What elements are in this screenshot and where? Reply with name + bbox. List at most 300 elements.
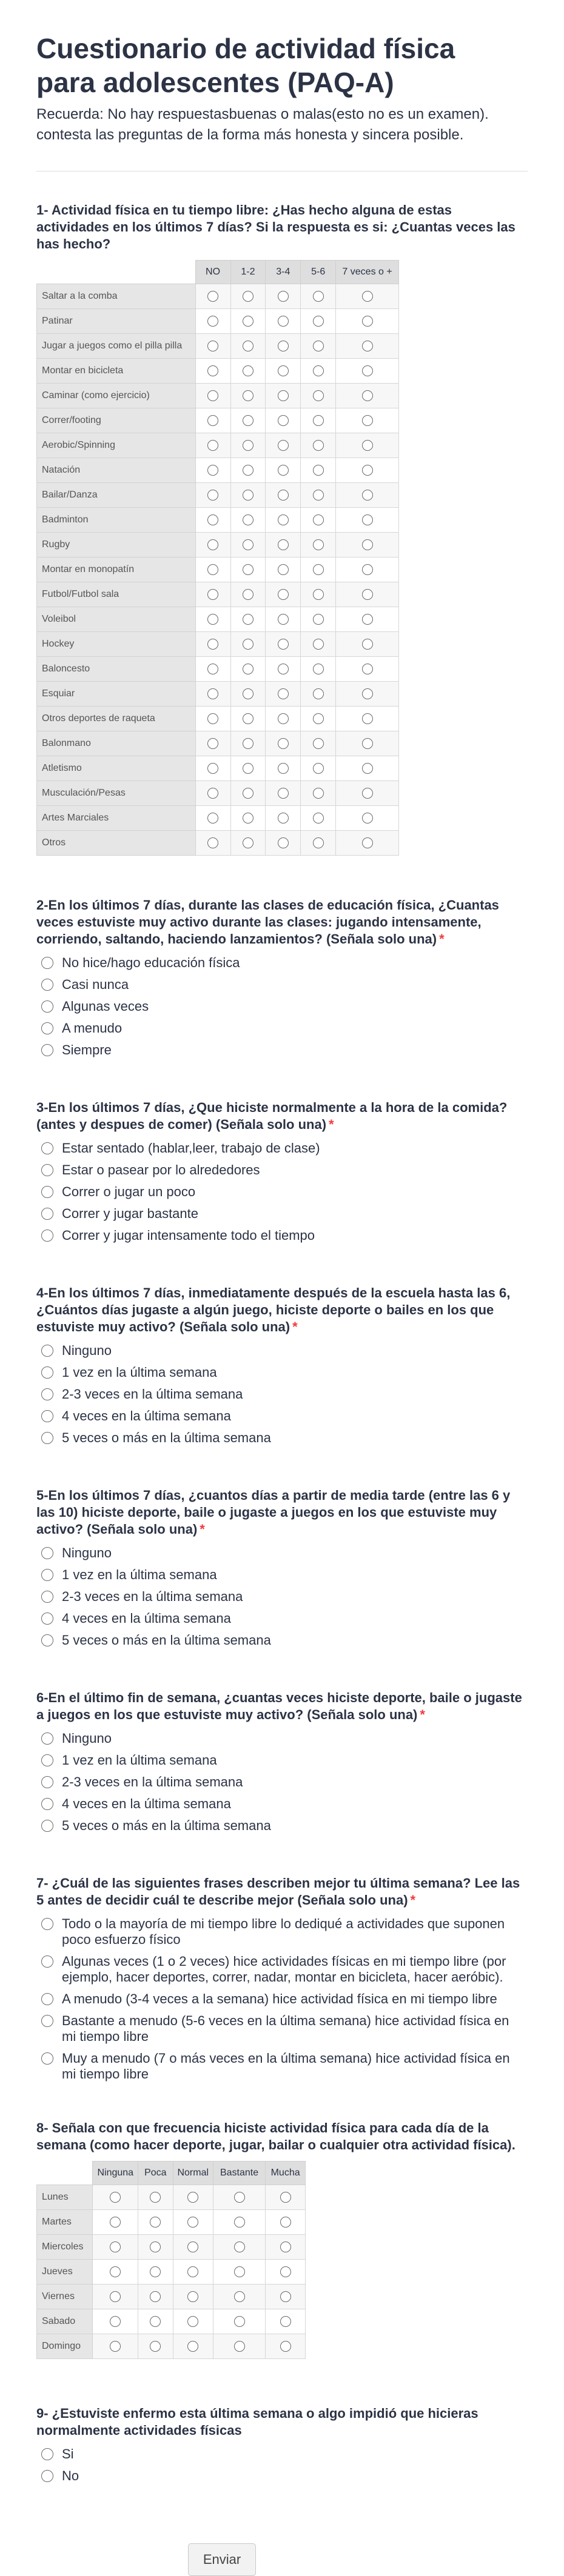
radio-button[interactable] xyxy=(187,2266,198,2277)
radio-button[interactable] xyxy=(41,979,53,991)
radio-button[interactable] xyxy=(41,1142,53,1154)
radio-button[interactable] xyxy=(313,514,324,525)
radio-button[interactable] xyxy=(362,390,373,401)
radio-button[interactable] xyxy=(313,614,324,625)
radio-button[interactable] xyxy=(280,2316,291,2327)
radio-option[interactable] xyxy=(36,955,522,971)
radio-button[interactable] xyxy=(243,813,253,824)
matrix-cell xyxy=(93,2309,138,2334)
radio-button[interactable] xyxy=(313,713,324,724)
matrix-cell xyxy=(266,433,301,458)
radio-button[interactable] xyxy=(234,2192,245,2203)
radio-button[interactable] xyxy=(150,2291,161,2302)
radio-button[interactable] xyxy=(207,564,218,575)
radio-option[interactable] xyxy=(36,1545,522,1561)
radio-button[interactable] xyxy=(313,589,324,600)
radio-button[interactable] xyxy=(110,2242,121,2252)
matrix-cell xyxy=(213,2210,265,2235)
matrix-cell xyxy=(195,334,230,359)
radio-button[interactable] xyxy=(278,564,289,575)
radio-button[interactable] xyxy=(207,788,218,799)
radio-option-label: Correr y jugar bastante xyxy=(62,1206,198,1221)
radio-button[interactable] xyxy=(278,763,289,774)
radio-button[interactable] xyxy=(278,390,289,401)
radio-button[interactable] xyxy=(362,589,373,600)
matrix-cell xyxy=(336,334,399,359)
radio-button[interactable] xyxy=(313,813,324,824)
radio-button[interactable] xyxy=(278,514,289,525)
radio-button[interactable] xyxy=(243,713,253,724)
radio-button[interactable] xyxy=(41,2015,53,2027)
question-9-label: 9- ¿Estuviste enfermo esta última semana o algo impidió que hicieras normalmente actividades físicas xyxy=(36,2406,478,2438)
radio-button[interactable] xyxy=(207,738,218,749)
radio-button[interactable] xyxy=(41,1208,53,1220)
radio-button[interactable] xyxy=(150,2242,161,2252)
required-asterisk: * xyxy=(420,1707,425,1722)
radio-button[interactable] xyxy=(150,2266,161,2277)
radio-option-label: 1 vez en la última semana xyxy=(62,1567,217,1582)
radio-button[interactable] xyxy=(278,539,289,550)
radio-button[interactable] xyxy=(150,2341,161,2352)
radio-button[interactable] xyxy=(313,788,324,799)
required-asterisk: * xyxy=(329,1117,334,1132)
radio-button[interactable] xyxy=(362,415,373,426)
question-4-label xyxy=(36,1285,528,1336)
radio-option[interactable] xyxy=(36,1365,522,1380)
radio-button[interactable] xyxy=(41,1164,53,1176)
radio-button[interactable] xyxy=(278,788,289,799)
radio-button[interactable] xyxy=(362,316,373,327)
matrix-row-sabado xyxy=(37,2309,306,2334)
radio-button[interactable] xyxy=(207,688,218,699)
matrix-cell xyxy=(301,309,336,334)
matrix-cell xyxy=(230,632,266,657)
radio-option[interactable] xyxy=(36,1343,522,1359)
radio-button[interactable] xyxy=(187,2242,198,2252)
radio-button[interactable] xyxy=(207,440,218,451)
matrix-row-label: Martes xyxy=(37,2210,93,2235)
radio-button[interactable] xyxy=(150,2316,161,2327)
radio-button[interactable] xyxy=(187,2192,198,2203)
radio-button[interactable] xyxy=(278,688,289,699)
radio-button[interactable] xyxy=(234,2341,245,2352)
radio-button[interactable] xyxy=(207,639,218,650)
radio-button[interactable] xyxy=(362,514,373,525)
question-4-text: 4-En los últimos 7 días, inmediatamente después de la escuela hasta las 6, ¿Cuántos días jugaste a algún juego, hiciste deporte o bailes en los que estuviste muy activo? (Señala solo una) xyxy=(36,1285,511,1334)
radio-option[interactable] xyxy=(36,1991,522,2007)
radio-button[interactable] xyxy=(243,639,253,650)
radio-button[interactable] xyxy=(278,589,289,600)
radio-button[interactable] xyxy=(243,664,253,674)
radio-button[interactable] xyxy=(362,788,373,799)
radio-button[interactable] xyxy=(41,1776,53,1788)
radio-button[interactable] xyxy=(243,688,253,699)
radio-button[interactable] xyxy=(41,957,53,969)
radio-button[interactable] xyxy=(41,2470,53,2482)
radio-button[interactable] xyxy=(243,440,253,451)
radio-option[interactable] xyxy=(36,1162,522,1178)
radio-button[interactable] xyxy=(313,440,324,451)
matrix-column-header: 7 veces o + xyxy=(336,261,399,284)
radio-button[interactable] xyxy=(207,490,218,501)
radio-button[interactable] xyxy=(150,2192,161,2203)
matrix-row-natacion xyxy=(37,458,399,483)
radio-button[interactable] xyxy=(41,1798,53,1810)
radio-button[interactable] xyxy=(187,2341,198,2352)
radio-button[interactable] xyxy=(243,788,253,799)
radio-option-label: Casi nunca xyxy=(62,977,129,992)
radio-option-label: Correr y jugar intensamente todo el tiempo xyxy=(62,1228,315,1243)
matrix-cell xyxy=(336,657,399,682)
radio-button[interactable] xyxy=(313,291,324,302)
radio-button[interactable] xyxy=(362,614,373,625)
radio-button[interactable] xyxy=(41,1547,53,1559)
radio-button[interactable] xyxy=(243,415,253,426)
radio-button[interactable] xyxy=(313,688,324,699)
radio-option-label: No hice/hago educación física xyxy=(62,955,240,970)
matrix-cell xyxy=(301,433,336,458)
question-5-options xyxy=(36,1545,552,1648)
matrix-cell xyxy=(266,731,301,756)
radio-option[interactable] xyxy=(36,1140,522,1156)
radio-button[interactable] xyxy=(313,539,324,550)
radio-button[interactable] xyxy=(278,316,289,327)
radio-button[interactable] xyxy=(234,2291,245,2302)
matrix-cell xyxy=(230,557,266,582)
matrix-cell xyxy=(195,731,230,756)
radio-button[interactable] xyxy=(278,365,289,376)
matrix-row-label: Correr/footing xyxy=(37,408,196,433)
radio-button[interactable] xyxy=(41,1186,53,1198)
radio-button[interactable] xyxy=(243,738,253,749)
matrix-cell xyxy=(266,607,301,632)
radio-button[interactable] xyxy=(243,291,253,302)
radio-option-label: 2-3 veces en la última semana xyxy=(62,1386,243,1402)
matrix-column-header: 5-6 xyxy=(301,261,336,284)
matrix-row-otros-deportes-de-raqueta xyxy=(37,707,399,731)
matrix-column-header: Mucha xyxy=(266,2162,306,2185)
radio-button[interactable] xyxy=(187,2291,198,2302)
radio-button[interactable] xyxy=(280,2242,291,2252)
radio-button[interactable] xyxy=(362,365,373,376)
radio-button[interactable] xyxy=(243,837,253,848)
radio-option[interactable] xyxy=(36,1567,522,1583)
matrix-cell xyxy=(195,533,230,557)
radio-button[interactable] xyxy=(313,465,324,476)
radio-button[interactable] xyxy=(207,465,218,476)
radio-button[interactable] xyxy=(41,2052,53,2065)
radio-button[interactable] xyxy=(313,341,324,351)
radio-button[interactable] xyxy=(278,415,289,426)
radio-button[interactable] xyxy=(362,813,373,824)
matrix-cell xyxy=(138,2260,173,2285)
radio-button[interactable] xyxy=(313,365,324,376)
radio-option[interactable] xyxy=(36,1206,522,1222)
radio-option[interactable] xyxy=(36,1408,522,1424)
matrix-cell xyxy=(230,756,266,781)
radio-button[interactable] xyxy=(243,514,253,525)
question-3-text: 3-En los últimos 7 días, ¿Que hiciste normalmente a la hora de la comida? (antes y despues de comer) (Señala solo una) xyxy=(36,1100,508,1132)
radio-button[interactable] xyxy=(110,2192,121,2203)
radio-button[interactable] xyxy=(313,738,324,749)
radio-button[interactable] xyxy=(362,539,373,550)
radio-option[interactable] xyxy=(36,1954,522,1985)
radio-button[interactable] xyxy=(243,564,253,575)
radio-button[interactable] xyxy=(41,1569,53,1581)
matrix-cell xyxy=(195,483,230,508)
radio-button[interactable] xyxy=(243,341,253,351)
matrix-row-label: Sabado xyxy=(37,2309,93,2334)
radio-button[interactable] xyxy=(313,564,324,575)
radio-button[interactable] xyxy=(41,1366,53,1379)
radio-button[interactable] xyxy=(278,713,289,724)
radio-button[interactable] xyxy=(243,763,253,774)
radio-button[interactable] xyxy=(278,837,289,848)
radio-option[interactable] xyxy=(36,1916,522,1948)
radio-option[interactable] xyxy=(36,1042,522,1058)
radio-option[interactable] xyxy=(36,999,522,1014)
matrix-row-otros xyxy=(37,831,399,856)
radio-option[interactable] xyxy=(36,977,522,993)
form-subtitle: Recuerda: No hay respuestasbuenas o malas(esto no es un examen). contesta las preguntas de la forma más honesta y sincera posible. xyxy=(36,106,489,143)
radio-button[interactable] xyxy=(234,2242,245,2252)
matrix-cell xyxy=(266,831,301,856)
radio-button[interactable] xyxy=(110,2291,121,2302)
radio-button[interactable] xyxy=(362,763,373,774)
matrix-cell xyxy=(301,334,336,359)
radio-button[interactable] xyxy=(234,2217,245,2228)
radio-button[interactable] xyxy=(234,2266,245,2277)
radio-button[interactable] xyxy=(278,614,289,625)
radio-button[interactable] xyxy=(41,1955,53,1968)
radio-option[interactable] xyxy=(36,1611,522,1626)
radio-button[interactable] xyxy=(313,390,324,401)
radio-button[interactable] xyxy=(41,1591,53,1603)
matrix-cell xyxy=(336,384,399,408)
radio-button[interactable] xyxy=(110,2316,121,2327)
matrix-cell xyxy=(336,582,399,607)
radio-button[interactable] xyxy=(41,2448,53,2460)
matrix-cell xyxy=(301,781,336,806)
matrix-row-aerobic-spinning xyxy=(37,433,399,458)
submit-button[interactable]: Enviar xyxy=(188,2543,256,2576)
matrix-cell xyxy=(266,756,301,781)
radio-button[interactable] xyxy=(362,341,373,351)
matrix-cell xyxy=(266,483,301,508)
matrix-cell xyxy=(230,508,266,533)
radio-button[interactable] xyxy=(313,639,324,650)
radio-button[interactable] xyxy=(278,440,289,451)
radio-option[interactable] xyxy=(36,1228,522,1243)
radio-button[interactable] xyxy=(207,837,218,848)
radio-option[interactable] xyxy=(36,2468,522,2484)
radio-button[interactable] xyxy=(41,1388,53,1400)
radio-button[interactable] xyxy=(207,763,218,774)
radio-button[interactable] xyxy=(207,365,218,376)
radio-option-label: Ninguno xyxy=(62,1731,112,1746)
matrix-row-rugby xyxy=(37,533,399,557)
radio-button[interactable] xyxy=(362,639,373,650)
radio-button[interactable] xyxy=(362,490,373,501)
radio-option-label: Algunas veces xyxy=(62,999,149,1014)
radio-button[interactable] xyxy=(110,2266,121,2277)
radio-button[interactable] xyxy=(313,837,324,848)
radio-option[interactable] xyxy=(36,1731,522,1746)
matrix-cell xyxy=(173,2235,213,2260)
radio-button[interactable] xyxy=(278,639,289,650)
question-8-label: 8- Señala con que frecuencia hiciste actividad física para cada día de la semana (como hacer deporte, jugar, bailar o cualquier otra actividad física). xyxy=(36,2120,515,2152)
radio-button[interactable] xyxy=(243,614,253,625)
radio-button[interactable] xyxy=(41,1000,53,1013)
form xyxy=(36,0,552,2576)
radio-button[interactable] xyxy=(362,440,373,451)
radio-option[interactable] xyxy=(36,1774,522,1790)
radio-button[interactable] xyxy=(362,837,373,848)
matrix-row-saltar-a-la-comba xyxy=(37,284,399,309)
radio-button[interactable] xyxy=(207,539,218,550)
radio-button[interactable] xyxy=(243,589,253,600)
radio-button[interactable] xyxy=(243,490,253,501)
radio-button[interactable] xyxy=(362,688,373,699)
radio-button[interactable] xyxy=(362,713,373,724)
radio-button[interactable] xyxy=(313,415,324,426)
radio-button[interactable] xyxy=(243,316,253,327)
radio-button[interactable] xyxy=(110,2217,121,2228)
radio-button[interactable] xyxy=(207,291,218,302)
required-asterisk: * xyxy=(292,1319,298,1334)
matrix-cell xyxy=(266,309,301,334)
radio-button[interactable] xyxy=(41,1820,53,1832)
question-4-options xyxy=(36,1343,552,1446)
matrix-cell xyxy=(336,483,399,508)
radio-button[interactable] xyxy=(187,2217,198,2228)
radio-button[interactable] xyxy=(278,664,289,674)
matrix-row-voleibol xyxy=(37,607,399,632)
radio-button[interactable] xyxy=(280,2266,291,2277)
radio-button[interactable] xyxy=(41,1022,53,1034)
matrix-cell xyxy=(301,707,336,731)
matrix-cell xyxy=(301,731,336,756)
radio-button[interactable] xyxy=(362,738,373,749)
radio-button[interactable] xyxy=(243,465,253,476)
radio-button[interactable] xyxy=(278,490,289,501)
radio-option[interactable] xyxy=(36,2013,522,2045)
matrix-cell xyxy=(266,2285,306,2309)
matrix-row-label: Jugar a juegos como el pilla pilla xyxy=(37,334,196,359)
radio-option[interactable] xyxy=(36,1752,522,1768)
radio-option[interactable] xyxy=(36,1818,522,1834)
radio-button[interactable] xyxy=(150,2217,161,2228)
matrix-column-header: Poca xyxy=(138,2162,173,2185)
radio-button[interactable] xyxy=(280,2341,291,2352)
radio-button[interactable] xyxy=(187,2316,198,2327)
radio-button[interactable] xyxy=(362,664,373,674)
radio-button[interactable] xyxy=(41,1410,53,1422)
radio-button[interactable] xyxy=(278,291,289,302)
radio-button[interactable] xyxy=(41,1754,53,1766)
matrix-cell xyxy=(336,831,399,856)
radio-option[interactable] xyxy=(36,1430,522,1446)
radio-button[interactable] xyxy=(280,2217,291,2228)
question-7-text: 7- ¿Cuál de las siguientes frases describen mejor tu última semana? Lee las 5 antes de decidir cuál te describe mejor (Señala solo una) xyxy=(36,1875,520,1908)
matrix-cell xyxy=(336,284,399,309)
radio-button[interactable] xyxy=(243,365,253,376)
radio-option[interactable] xyxy=(36,1632,522,1648)
matrix-cell xyxy=(195,359,230,384)
radio-button[interactable] xyxy=(278,341,289,351)
radio-button[interactable] xyxy=(243,390,253,401)
radio-button[interactable] xyxy=(41,1432,53,1444)
radio-option[interactable] xyxy=(36,1020,522,1036)
radio-button[interactable] xyxy=(41,1993,53,2005)
radio-button[interactable] xyxy=(362,465,373,476)
radio-option[interactable] xyxy=(36,1386,522,1402)
radio-option[interactable] xyxy=(36,1796,522,1812)
radio-button[interactable] xyxy=(278,813,289,824)
radio-button[interactable] xyxy=(313,664,324,674)
radio-option[interactable] xyxy=(36,2051,522,2082)
radio-button[interactable] xyxy=(207,813,218,824)
radio-button[interactable] xyxy=(234,2316,245,2327)
matrix-row-hockey xyxy=(37,632,399,657)
radio-button[interactable] xyxy=(207,514,218,525)
matrix-row-label: Jueves xyxy=(37,2260,93,2285)
matrix-row-label: Otros xyxy=(37,831,196,856)
radio-button[interactable] xyxy=(313,763,324,774)
radio-option-label: Ninguno xyxy=(62,1343,112,1358)
radio-button[interactable] xyxy=(41,1732,53,1745)
radio-button[interactable] xyxy=(41,1345,53,1357)
radio-option[interactable] xyxy=(36,2446,522,2462)
radio-button[interactable] xyxy=(280,2192,291,2203)
matrix-cell xyxy=(266,682,301,707)
radio-option-label: Siempre xyxy=(62,1042,112,1057)
radio-button[interactable] xyxy=(207,390,218,401)
radio-button[interactable] xyxy=(41,1918,53,1930)
radio-button[interactable] xyxy=(41,1230,53,1242)
radio-button[interactable] xyxy=(41,1612,53,1625)
radio-button[interactable] xyxy=(207,316,218,327)
radio-button[interactable] xyxy=(110,2341,121,2352)
matrix-row-artes-marciales xyxy=(37,806,399,831)
radio-option[interactable] xyxy=(36,1589,522,1605)
radio-button[interactable] xyxy=(243,539,253,550)
radio-button[interactable] xyxy=(207,713,218,724)
radio-button[interactable] xyxy=(41,1634,53,1646)
radio-button[interactable] xyxy=(278,738,289,749)
radio-button[interactable] xyxy=(207,589,218,600)
radio-button[interactable] xyxy=(362,291,373,302)
radio-button[interactable] xyxy=(362,564,373,575)
matrix-cell xyxy=(195,433,230,458)
matrix-cell xyxy=(336,806,399,831)
radio-button[interactable] xyxy=(207,614,218,625)
radio-button[interactable] xyxy=(280,2291,291,2302)
radio-button[interactable] xyxy=(278,465,289,476)
radio-button[interactable] xyxy=(207,415,218,426)
question-2 xyxy=(36,897,552,1058)
radio-button[interactable] xyxy=(313,490,324,501)
matrix-cell xyxy=(93,2334,138,2359)
radio-button[interactable] xyxy=(207,341,218,351)
radio-button[interactable] xyxy=(207,664,218,674)
radio-button[interactable] xyxy=(313,316,324,327)
radio-option[interactable] xyxy=(36,1184,522,1200)
matrix-cell xyxy=(93,2210,138,2235)
radio-button[interactable] xyxy=(41,1044,53,1056)
radio-option-label: A menudo xyxy=(62,1020,123,1036)
matrix-row-label: Caminar (como ejercicio) xyxy=(37,384,196,408)
